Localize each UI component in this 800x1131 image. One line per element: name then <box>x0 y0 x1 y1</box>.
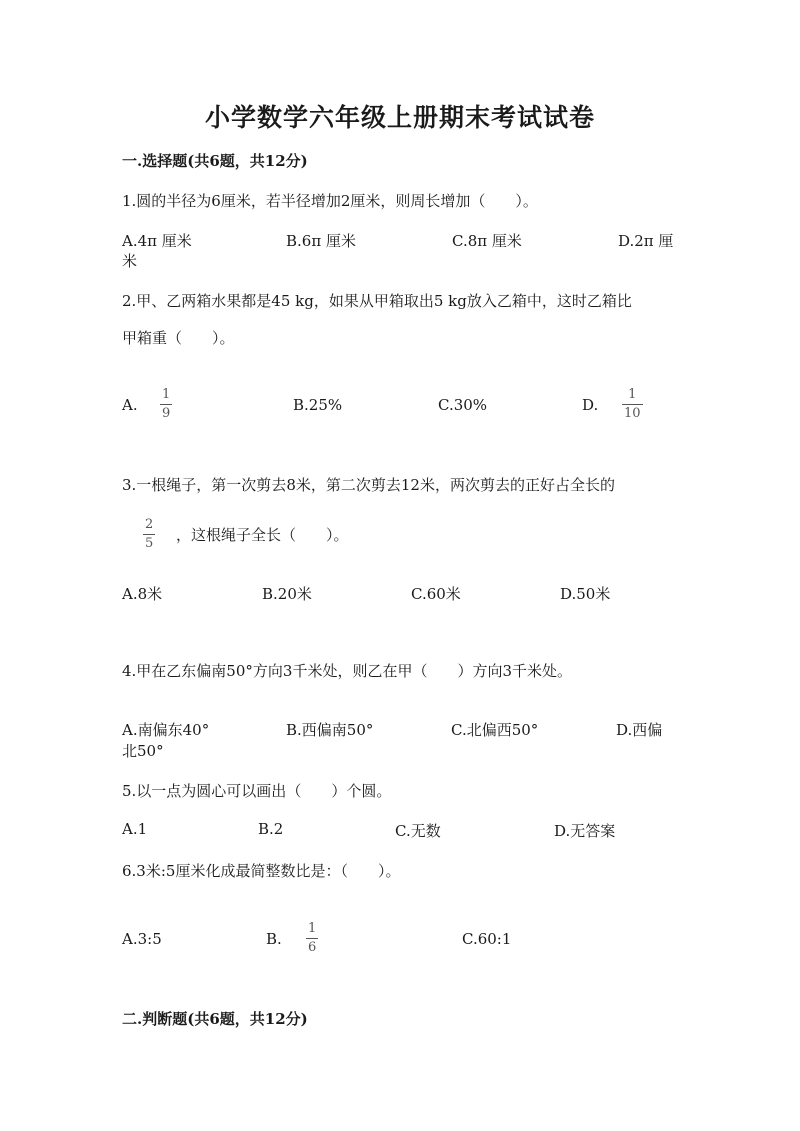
page-title: 小学数学六年级上册期末考试试卷 <box>204 103 595 132</box>
question-4-option-d: D.西偏 <box>616 721 663 739</box>
question-3-stem-line2: ，这根绳子全长（ ）。 <box>176 526 349 544</box>
question-6-stem: 6.3米:5厘米化成最简整数比是：（ ）。 <box>122 862 401 880</box>
question-6-option-a: A.3:5 <box>122 930 162 948</box>
question-4-option-c: C.北偏西50° <box>451 721 539 739</box>
question-2-stem-line1: 2.甲、乙两箱水果都是45 kg，如果从甲箱取出5 kg放入乙箱中，这时乙箱比 <box>122 292 632 310</box>
question-3-option-b: B.20米 <box>262 585 312 603</box>
fraction-denominator: 5 <box>145 536 154 551</box>
question-2-option-d-fraction <box>622 388 643 421</box>
question-1-option-d-wrap: 米 <box>122 252 138 270</box>
question-5-option-c: C.无数 <box>395 822 441 840</box>
section-heading-choice: 一.选择题(共6题，共12分) <box>122 152 308 170</box>
question-1-option-c: C.8π 厘米 <box>452 232 522 250</box>
question-3-stem-line1: 3.一根绳子，第一次剪去8米，第二次剪去12米，两次剪去的正好占全长的 <box>122 476 615 494</box>
question-1-option-a: A.4π 厘米 <box>122 232 192 250</box>
question-6-option-b-label: B. <box>266 930 282 948</box>
question-4-stem: 4.甲在乙东偏南50°方向3千米处，则乙在甲（ ）方向3千米处。 <box>122 662 572 680</box>
fraction-numerator: 1 <box>162 387 171 402</box>
question-1-option-d: D.2π 厘 <box>618 232 674 250</box>
question-4-option-d-wrap: 北50° <box>122 742 164 760</box>
question-3-option-c: C.60米 <box>411 585 461 603</box>
question-1-option-b: B.6π 厘米 <box>286 232 356 250</box>
question-2-option-b: B.25% <box>293 396 343 414</box>
question-3-option-d: D.50米 <box>560 585 611 603</box>
question-6-option-c: C.60:1 <box>462 930 512 948</box>
question-3-stem-fraction <box>143 518 155 551</box>
fraction-bar <box>160 404 172 405</box>
fraction-bar <box>143 534 155 535</box>
question-1-stem: 1.圆的半径为6厘米，若半径增加2厘米，则周长增加（ ）。 <box>122 192 538 210</box>
question-4-option-a: A.南偏东40° <box>122 721 210 739</box>
question-2-option-d-label: D. <box>582 396 599 414</box>
fraction-numerator: 1 <box>308 921 317 936</box>
question-2-option-a-label: A. <box>122 396 138 414</box>
fraction-bar <box>622 404 643 405</box>
fraction-numerator: 1 <box>628 387 637 402</box>
question-5-option-a: A.1 <box>122 820 148 838</box>
fraction-denominator: 9 <box>162 406 171 421</box>
question-5-option-d: D.无答案 <box>554 822 616 840</box>
fraction-denominator: 6 <box>308 940 317 955</box>
fraction-numerator: 2 <box>145 517 154 532</box>
question-6-option-b-fraction <box>306 922 318 955</box>
section-heading-judgment: 二.判断题(共6题，共12分) <box>122 1010 308 1028</box>
question-2-stem-line2: 甲箱重（ ）。 <box>122 329 235 347</box>
question-2-option-c: C.30% <box>438 396 488 414</box>
question-5-option-b: B.2 <box>258 820 284 838</box>
question-4-option-b: B.西偏南50° <box>286 721 374 739</box>
fraction-denominator: 10 <box>624 406 641 421</box>
question-5-stem: 5.以一点为圆心可以画出（ ）个圆。 <box>122 782 392 800</box>
question-2-option-a-fraction <box>160 388 172 421</box>
question-3-option-a: A.8米 <box>122 585 163 603</box>
fraction-bar <box>306 938 318 939</box>
